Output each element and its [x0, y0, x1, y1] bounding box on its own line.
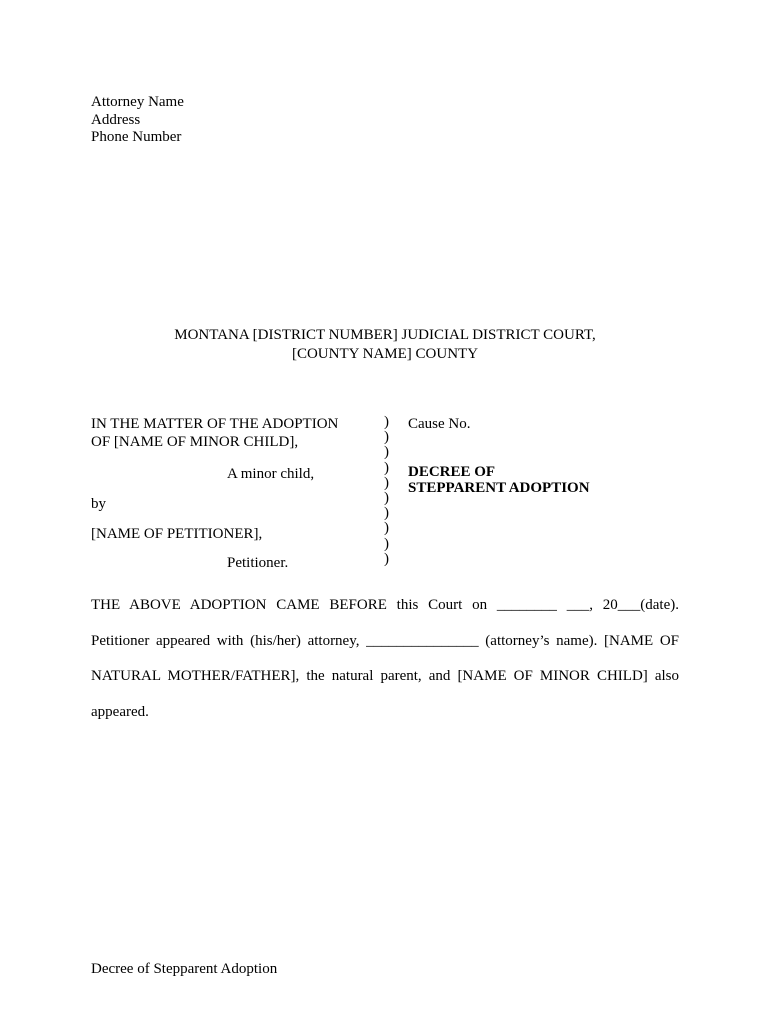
paren: ) — [384, 550, 389, 567]
minor-child-label: A minor child, — [227, 466, 315, 482]
attorney-phone: Phone Number — [91, 129, 182, 145]
attorney-block — [91, 94, 184, 147]
paren: ) — [384, 444, 389, 461]
caption-left — [91, 415, 381, 572]
paren: ) — [384, 459, 389, 476]
paren: ) — [384, 520, 389, 537]
attorney-address: Address — [91, 111, 141, 128]
decree-title-line2: STEPPARENT ADOPTION — [408, 479, 590, 496]
footer-title: Decree of Stepparent Adoption — [91, 961, 278, 977]
by-label: by — [91, 496, 106, 512]
matter-line1: IN THE MATTER OF THE ADOPTION — [91, 416, 339, 432]
attorney-name: Attorney Name — [91, 94, 184, 110]
court-heading — [91, 326, 679, 364]
court-heading-line2: [COUNTY NAME] COUNTY — [291, 346, 479, 362]
paren: ) — [384, 414, 389, 430]
paren: ) — [384, 505, 389, 522]
paren: ) — [384, 429, 389, 446]
petitioner-label: Petitioner. — [227, 555, 289, 571]
petitioner-name: [NAME OF PETITIONER], — [91, 526, 263, 542]
paren: ) — [384, 535, 389, 552]
paren: ) — [384, 474, 389, 491]
decree-title-line1: DECREE OF — [408, 464, 496, 480]
body-paragraph: THE ABOVE ADOPTION CAME BEFORE this Court on ________ ___, 20___(date). Petitioner appeared with (his/her) attorney, _______________ (attorney’s name). [NAME OF NATURAL MOTHER/FATHER], the natural parent, and [NAME OF MINOR CHILD] also appeared. — [91, 597, 679, 720]
paren: ) — [384, 490, 389, 507]
decree-title — [408, 465, 590, 496]
court-heading-line1: MONTANA [DISTRICT NUMBER] JUDICIAL DISTRICT COURT, — [174, 327, 596, 343]
matter-line2: OF [NAME OF MINOR CHILD], — [91, 434, 299, 450]
cause-number: Cause No. — [408, 416, 471, 432]
caption-parentheses — [384, 415, 389, 567]
